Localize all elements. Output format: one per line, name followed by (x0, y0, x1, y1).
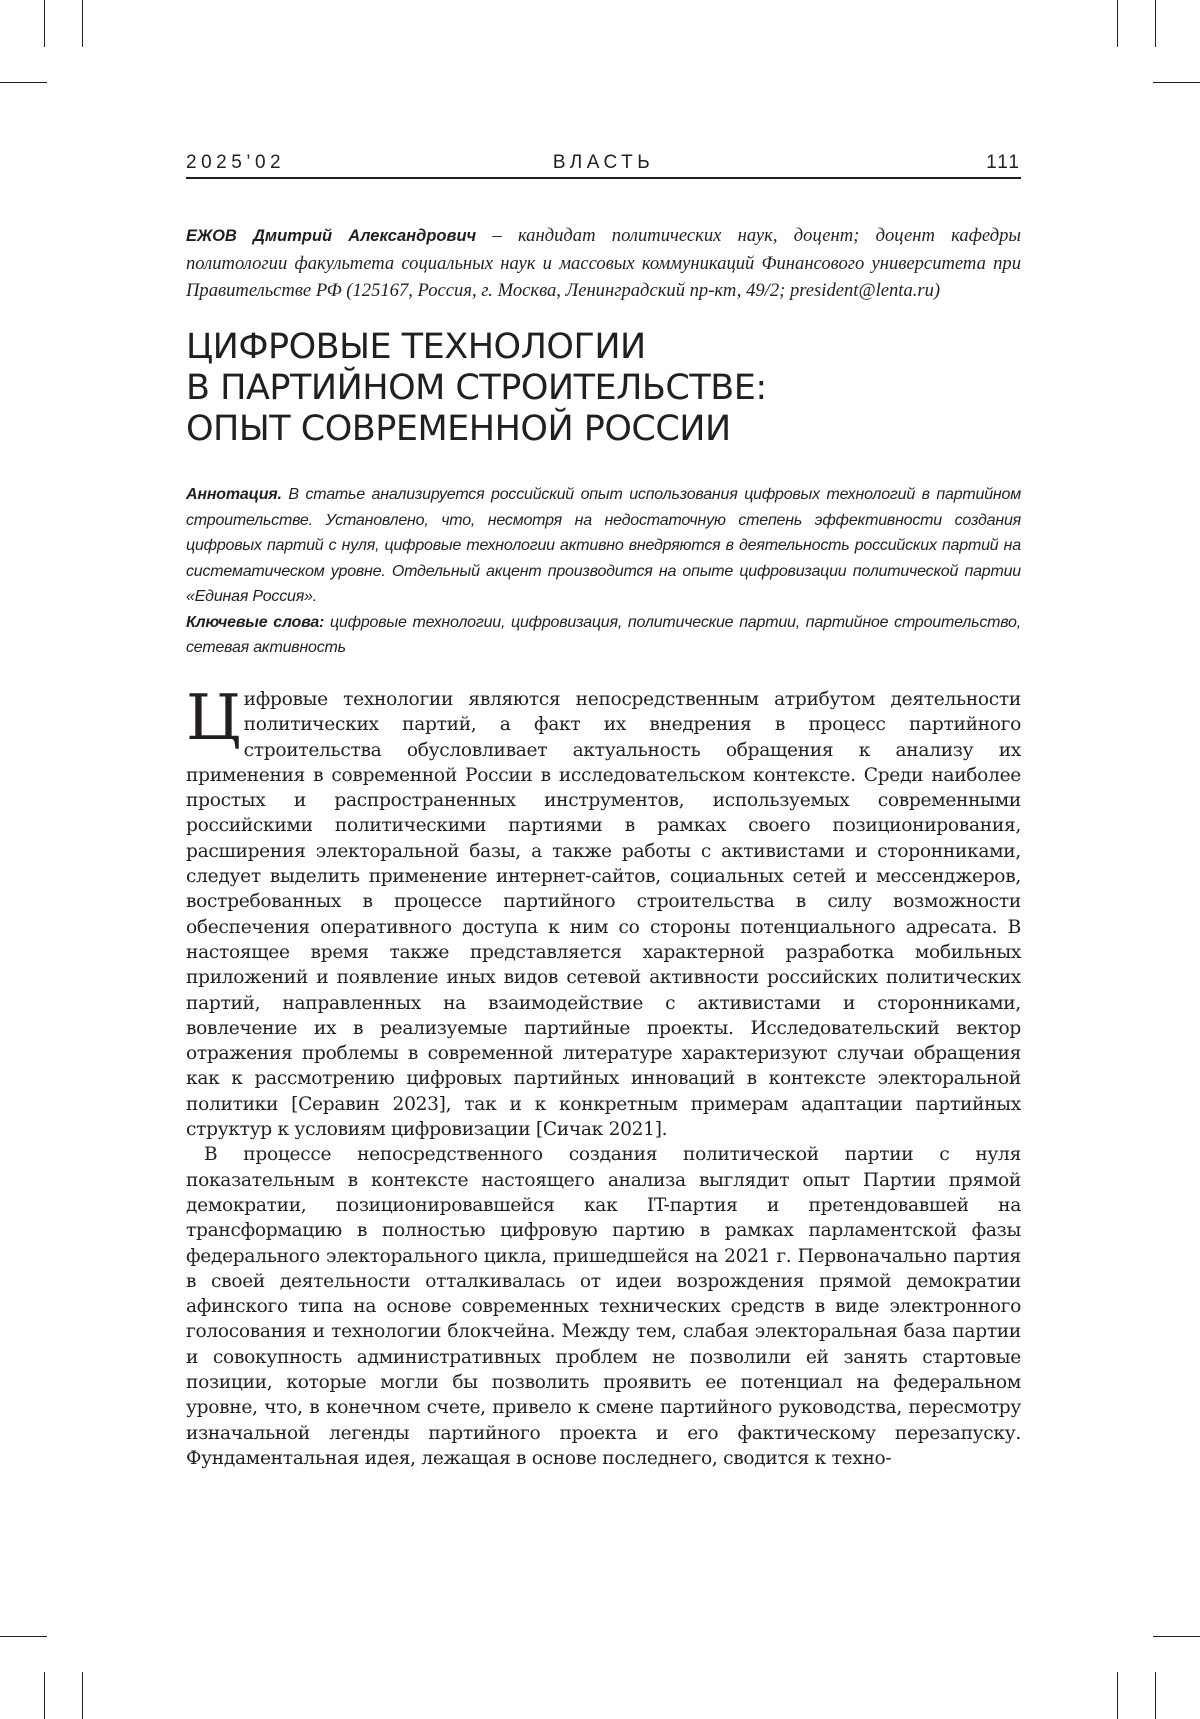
body-paragraph: В процессе непосредственного создания политической партии с нуля показательным в контексте настоящего анализа выглядит опыт Партии прямой демократии, позиционировавшейся как IT-партия и претендовавшей на трансформацию в полностью цифровую партию в рамках парламентской фазы федерального электорального цикла, пришедшейся на 2021 г. Первоначально партия в своей деятельности отталкивалась от идеи возрождения прямой демократии афинского типа на основе современных технических средств в виде электронного голосования и технологии блокчейна. Между тем, слабая электоральная база партии и совокупность административных проблем не позволили ей занять стартовые позиции, которые могли бы позволить проявить ее потенциал на федеральном уровне, что, в конечном счете, привело к смене партийного руководства, пересмотру изначальной легенды партийного проекта и его фактическому перезапуску. Фундаментальная идея, лежащая в основе последнего, сводится к техно- (186, 1142, 1021, 1471)
crop-mark (1117, 0, 1118, 47)
crop-mark (0, 82, 47, 83)
crop-mark (1155, 1672, 1156, 1719)
keywords-label: Ключевые слова: (186, 614, 324, 631)
page-number: 111 (986, 152, 1021, 174)
title-line: В ПАРТИЙНОМ СТРОИТЕЛЬСТВЕ: (186, 368, 1021, 409)
header-rule (186, 177, 1021, 179)
annotation-label: Аннотация. (186, 486, 282, 503)
journal-name: ВЛАСТЬ (186, 152, 1021, 174)
title-line: ЦИФРОВЫЕ ТЕХНОЛОГИИ (186, 327, 1021, 368)
issue-number: 2025’02 (186, 152, 285, 174)
author-info (186, 222, 1021, 304)
author-affiliation: – кандидат политических наук, доцент; доцент кафедры политологии факультета социальных наук и массовых коммуникаций Финансового университета при Правительстве РФ (125167, Россия, г. Москва, Ленинградский пр-кт, 49/2; president@lenta.ru) (186, 225, 1021, 301)
drop-cap: Ц (186, 687, 241, 745)
annotation-text: В статье анализируется российский опыт использования цифровых технологий в партийном строительстве. Установлено, что, несмотря на недостаточную степень эффективности создания цифровых партий с нуля, цифровые технологии активно внедряются в деятельность российских партий на систематическом уровне. Отдельный акцент производится на опыте цифровизации политической партии «Единая Россия». (186, 486, 1021, 605)
crop-mark (44, 0, 45, 47)
crop-mark (82, 0, 83, 47)
crop-mark (1155, 0, 1156, 47)
crop-mark (82, 1672, 83, 1719)
paragraph-text: ифровые технологии являются непосредственным атрибутом деятельности политических партий, а факт их внедрения в процесс партийного строительства обусловливает актуальность обращения к анализу их применения в современной России в исследовательском контексте. Среди наиболее простых и распространенных инструментов, используемых современными российскими политическими партиями в рамках своего позиционирования, расширения электоральной базы, а также работы с активистами и сторонниками, следует выделить применение интернет-сайтов, социальных сетей и мессенджеров, востребованных в процессе партийного строительства в силу возможности обеспечения оперативного доступа к ним со стороны потенциального адресата. В настоящее время также представляется характерной разработка мобильных приложений и появление иных видов сетевой активности российских политических партий, направленных на взаимодействие с активистами и сторонниками, вовлечение их в реализуемые партийные проекты. Исследовательский вектор отражения проблемы в современной литературе характеризуют случаи обращения как к рассмотрению цифровых партийных инноваций в контексте электоральной политики [Серавин 2023], так и к конкретным примерам адаптации партийных структур к условиям цифровизации [Сичак 2021]. (186, 689, 1021, 1140)
keywords (186, 610, 1021, 661)
annotation (186, 482, 1021, 610)
article-body (186, 687, 1021, 1471)
crop-mark (1153, 1636, 1200, 1637)
crop-mark (1117, 1672, 1118, 1719)
keywords-text: цифровые технологии, цифровизация, политические партии, партийное строительство, сетевая активность (186, 614, 1021, 657)
title-line: ОПЫТ СОВРЕМЕННОЙ РОССИИ (186, 409, 1021, 450)
article-title (186, 327, 1021, 450)
crop-mark (0, 1636, 47, 1637)
crop-mark (1153, 82, 1200, 83)
abstract (186, 482, 1021, 661)
body-paragraph (186, 687, 1021, 1142)
author-name: ЕЖОВ Дмитрий Александрович (186, 227, 476, 245)
crop-mark (44, 1672, 45, 1719)
